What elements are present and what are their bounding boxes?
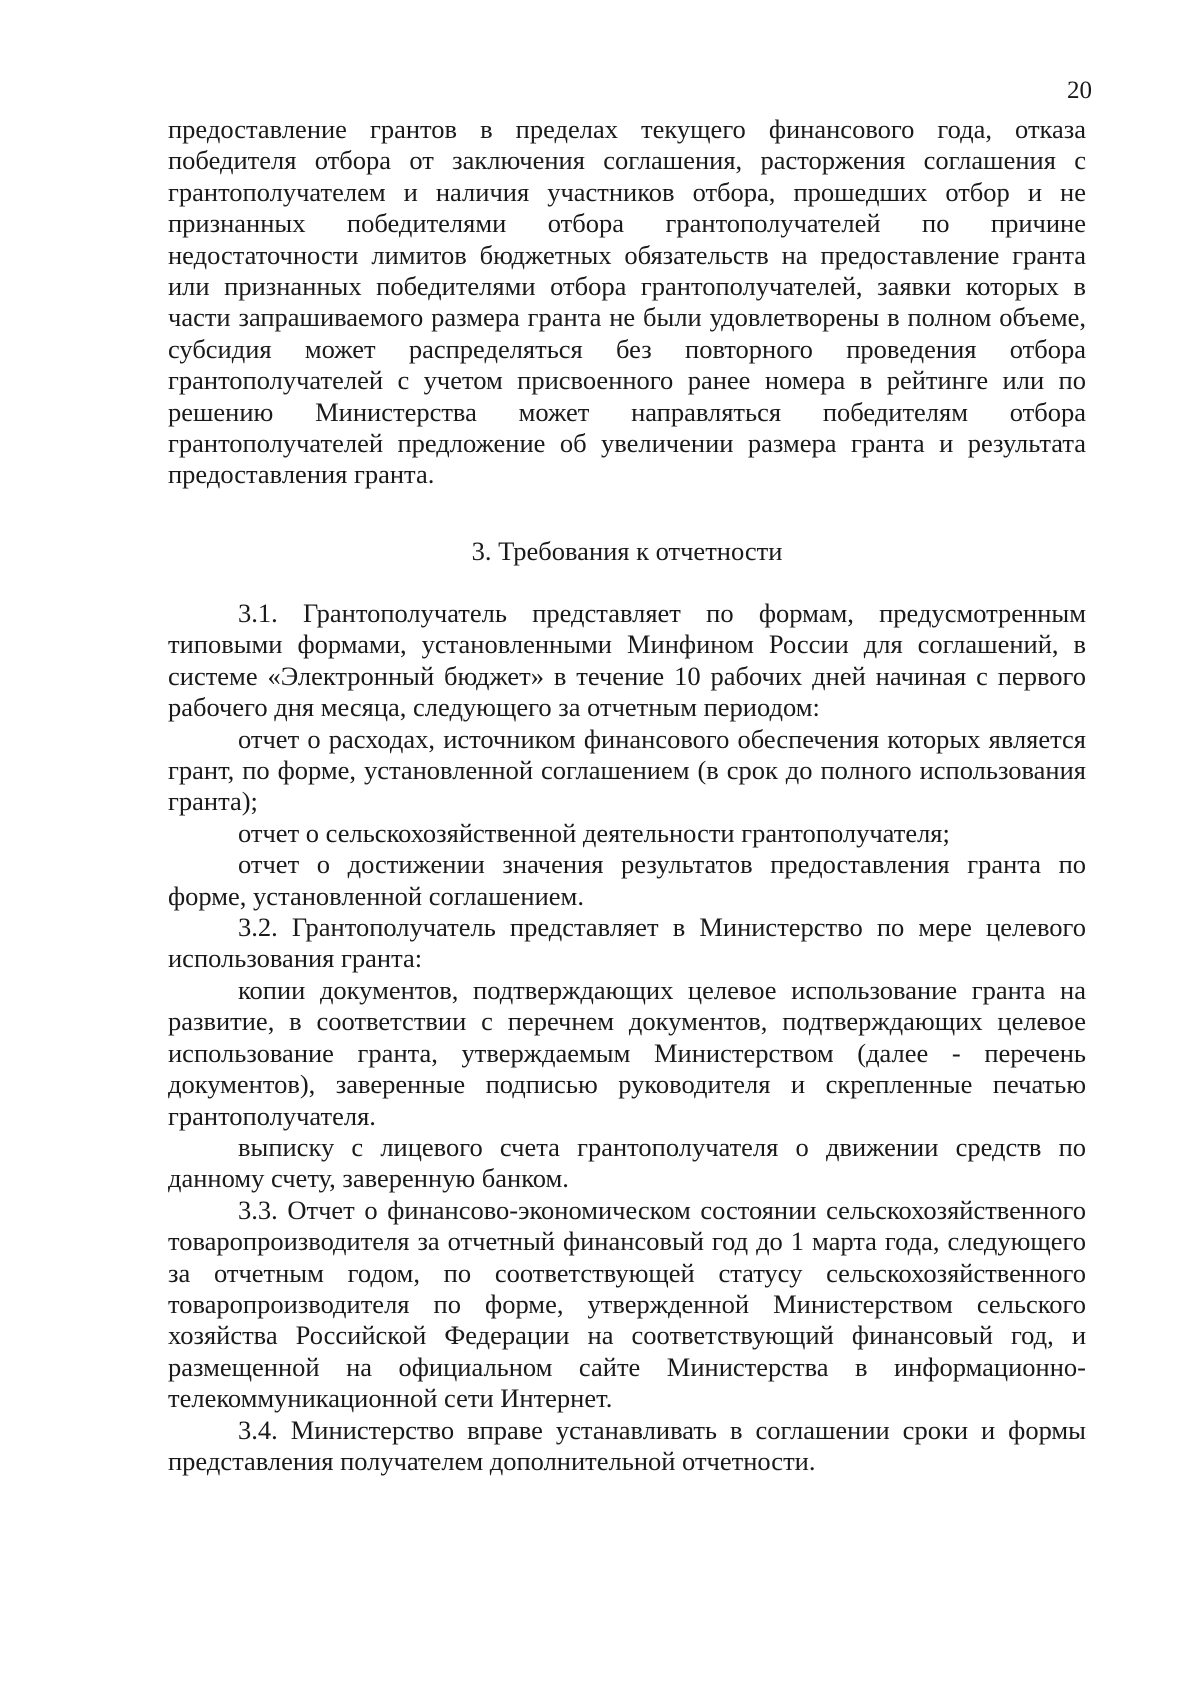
results-report-item: отчет о достижении значения результатов предоставления гранта по форме, установленной соглашением. xyxy=(168,849,1086,911)
paragraph-3-4: 3.4. Министерство вправе устанавливать в соглашении сроки и формы представления получателем дополнительной отчетности. xyxy=(168,1414,1086,1476)
page-number: 20 xyxy=(1067,77,1092,104)
agricultural-activity-report-item: отчет о сельскохозяйственной деятельности грантополучателя; xyxy=(238,817,950,848)
section-heading: 3. Требования к отчетности xyxy=(471,536,783,566)
paragraph-3-3: 3.3. Отчет о финансово-экономическом состоянии сельскохозяйственного товаропроизводителя за отчетный финансовый год до 1 марта года, следующего за отчетным годом, по соответствующей статусу сельскохозяйственного товаропроизводителя по форме, утвержденной Министерством сельского хозяйства Российской Федерации на соответствующий финансовый год, и размещенной на официальном сайте Министерства в информационно-телекоммуникационной сети Интернет. xyxy=(168,1194,1086,1414)
expense-report-item: отчет о расходах, источником финансового обеспечения которых является грант, по форме, установленной соглашением (в срок до полного использования гранта); xyxy=(168,723,1086,817)
intro-paragraph: предоставление грантов в пределах текущего финансового года, отказа победителя отбора от заключения соглашения, расторжения соглашения с грантополучателем и наличия участников отбора, прошедших отбор и не признанных победителями отбора грантополучателей по причине недостаточности лимитов бюджетных обязательств на предоставление гранта или признанных победителями отбора грантополучателей, заявки которых в части запрашиваемого размера гранта не были удовлетворены в полном объеме, субсидия может распределяться без повторного проведения отбора грантополучателей с учетом присвоенного ранее номера в рейтинге или по решению Министерства может направляться победителям отбора грантополучателей предложение об увеличении размера гранта и результата предоставления гранта. xyxy=(168,114,1086,490)
bank-statement-item: выписку с лицевого счета грантополучателя о движении средств по данному счету, заверенную банком. xyxy=(168,1131,1086,1194)
document-copies-item: копии документов, подтверждающих целевое использование гранта на развитие, в соответствии с перечнем документов, подтверждающих целевое использование гранта, утверждаемым Министерством (далее - перечень документов), заверенные подписью руководителя и скрепленные печатью грантополучателя. xyxy=(168,974,1086,1131)
intro-text xyxy=(168,114,1086,491)
paragraph-3-1: 3.1. Грантополучатель представляет по формам, предусмотренным типовыми формами, установленными Минфином России для соглашений, в системе «Электронный бюджет» в течение 10 рабочих дней начиная с первого рабочего дня месяца, следующего за отчетным периодом: xyxy=(168,598,1086,723)
reporting-requirements xyxy=(168,598,1086,1477)
paragraph-3-2: 3.2. Грантополучатель представляет в Министерство по мере целевого использования гранта: xyxy=(168,912,1086,974)
